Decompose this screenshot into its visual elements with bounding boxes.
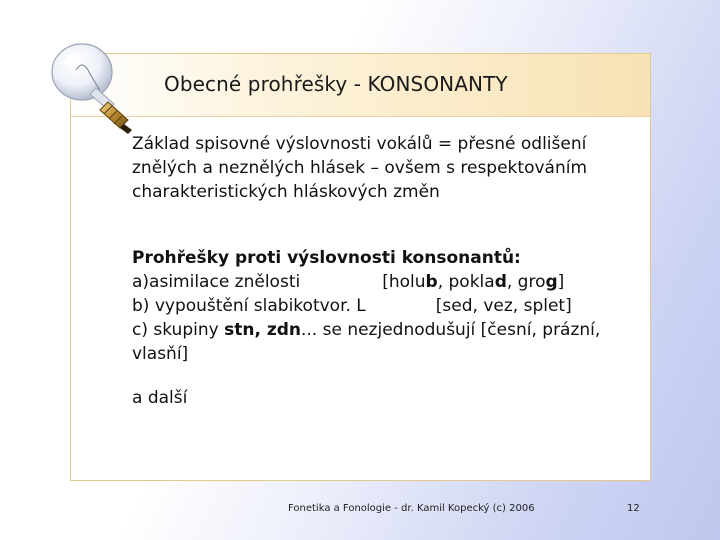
list-item-assimilation [132,270,652,294]
slide-title: Obecné prohřešky - KONSONANTY [164,72,508,96]
item-c-suffix: ... se nezjednodušují [česní, prázní, vlasňí] [132,320,601,364]
light-bulb-icon [30,30,150,140]
item-a-label: a)asimilace znělosti [132,272,301,292]
item-a-example-mid-2: , gro [506,272,546,292]
item-b-examples: [sed, vez, splet] [435,296,572,316]
item-a-example-bold-1: b [425,272,438,292]
title-bar [71,54,650,117]
list-item-clusters [132,318,652,366]
item-b-label: b) vypouštění slabikotvor. L [132,296,366,316]
item-a-example-close: ] [557,272,565,292]
item-c-prefix: c) skupiny [132,320,225,340]
more-text: a další [132,388,188,408]
slide-body [132,132,652,410]
footer-credit: Fonetika a Fonologie - dr. Kamil Kopecký (c) 2006 [288,503,535,514]
item-a-example-open: [holu [382,272,426,292]
page-number: 12 [627,503,640,514]
item-a-example-bold-3: g [545,272,558,292]
item-a-example-mid-1: , pokla [437,272,495,292]
item-c-bold: stn, zdn [224,320,301,340]
section-heading: Prohřešky proti výslovnosti konsonantů: [132,248,521,268]
intro-paragraph: Základ spisovné výslovnosti vokálů = přesné odlišení znělých a neznělých hlásek – ovšem s respektováním charakteristických hláskových změn [132,134,587,202]
list-item-syllabic-l [132,294,652,318]
item-a-example-bold-2: d [494,272,507,292]
